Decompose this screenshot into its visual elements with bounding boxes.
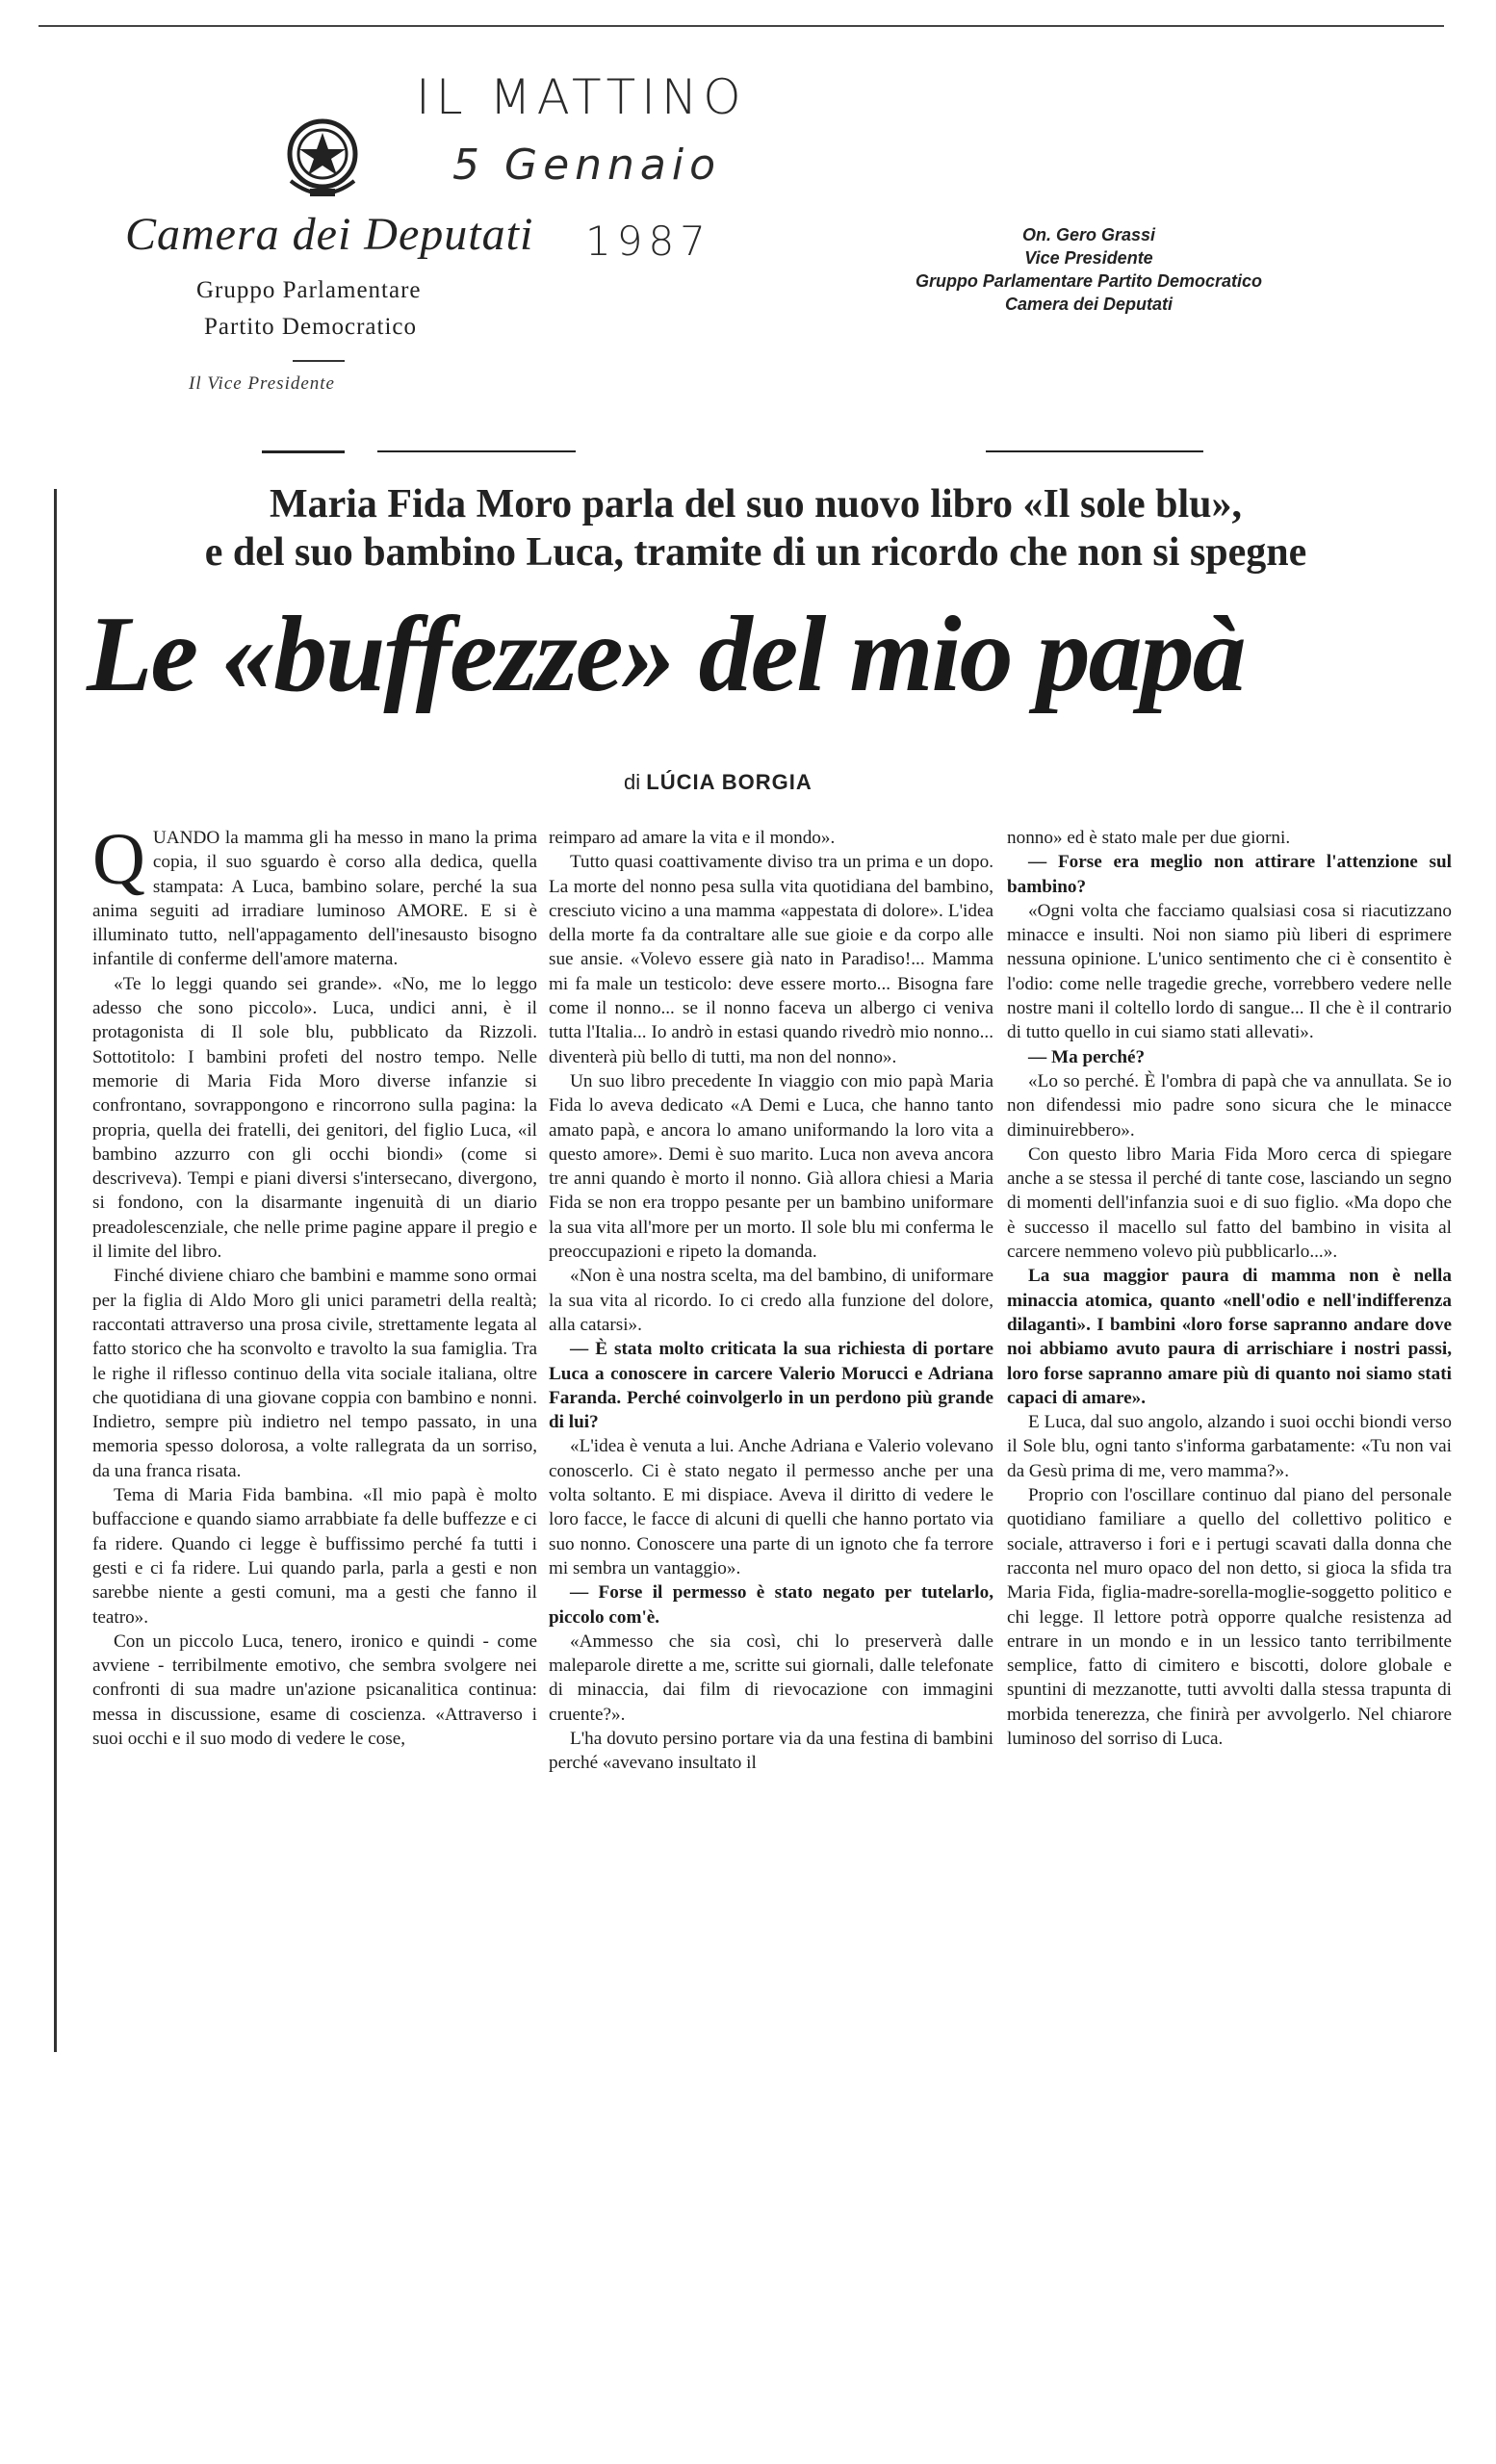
handwritten-date: 5 Gennaio	[452, 141, 722, 190]
interview-question: — È stata molto criticata la sua richiesta di portare Luca a conoscere in carcere Valerio Morucci e Adriana Faranda. Perché coinvolgerlo in un perdono più grande di lui?	[549, 1339, 993, 1433]
interview-question: — Ma perché?	[1028, 1046, 1146, 1067]
interview-question: — Forse il permesso è stato negato per tutelarlo, piccolo com'è.	[549, 1582, 993, 1628]
article-side-bar	[54, 489, 57, 2052]
divider-rule	[986, 450, 1203, 452]
article-subtitle-line-1: Maria Fida Moro parla del suo nuovo libro «Il sole blu»,	[269, 482, 1243, 526]
paragraph: Tema di Maria Fida bambina. «Il mio papà è molto buffaccione e quando siamo arrabbiate fa delle buffezze e ci fa ridere. Quando ci legge è buffissimo perché fa tutti i gesti e ci fa ridere. Lui quando parla, parla a gesti e non sarebbe niente a gesti comuni, ma a gesti che fanno il teatro».	[92, 1485, 537, 1628]
paragraph: Un suo libro precedente In viaggio con mio papà Maria Fida lo aveva dedicato «A Demi e Luca, che hanno tanto amato papà, e ancora lo amano uniformando la loro vita a questo amore». Demi è suo marito. Luca non aveva ancora tre anni quando è morto il nonno. Già allora chiesi a Maria Fida se non era troppo pesante per un bambino uniformare la sua vita all'more per un morto. Il sole blu mi conferma le preoccupazioni e ripeto la domanda.	[549, 1070, 993, 1263]
signature-stamp	[863, 223, 1315, 316]
divider-rule	[377, 450, 576, 452]
paragraph: «Te lo leggi quando sei grande». «No, me lo leggo adesso che sono piccolo». Luca, undici anni, è il protagonista di Il sole blu, pubblicato da Rizzoli. Sottotitolo: I bambini profeti del nostro tempo. Nelle memorie di Maria Fida Moro diverse infanzie si confrontano, sovrappongono e rincorrono sulla pagina: la propria, quella dei fratelli, dei genitori, del figlio Luca, «il bambino azzurro con gli occhi biondi» (come si descriveva). Tempi e piani diversi s'intersecano, divergono, si fondono, con la disarmante ingenuità di un diario preadolescenziale, che nelle prime pagine appare il pregio e il limite del libro.	[92, 973, 537, 1263]
byline-prefix: di	[624, 770, 641, 794]
paragraph: E Luca, dal suo angolo, alzando i suoi occhi biondi verso il Sole blu, ogni tanto s'informa garbatamente: «Tu non vai da Gesù prima di me, vero mamma?».	[1007, 1412, 1452, 1481]
paragraph: L'ha dovuto persino portare via da una festina di bambini perché «avevano insultato il	[549, 1728, 993, 1774]
article-column-1	[92, 819, 537, 1751]
paragraph: QUANDO la mamma gli ha messo in mano la prima copia, il suo sguardo è corso alla dedica, quella stampata: A Luca, bambino solare, perché la sua anima seguiti ad irradiare luminoso AMORE. E si è illuminato tutto, nell'appagamento dell'inesausto bisogno infantile di conferme dell'amore materna.	[92, 819, 537, 970]
paragraph: Finché diviene chiaro che bambini e mamme sono ormai per la figlia di Aldo Moro gli unici parametri della realtà; raccontati attraverso una prosa civile, strettamente legata al fatto storico che ha sconvolto e travolto la sua famiglia. Tra le righe il riflesso continuo della vita sociale italiana, oltre che quotidiana di una giovane coppia con bambino e nonni. Indietro, sempre più indietro nel tempo passato, in una memoria spesso dolorosa, a volte rallegrata da un sorriso, da una franca risata.	[92, 1266, 537, 1481]
paragraph: «Ogni volta che facciamo qualsiasi cosa si riacutizzano minacce e insulti. Noi non siamo più liberi di esprimere nessuna opinione. L'unico sentimento che ci è consentito è l'odio: come nelle tragedie greche, vorrebbero vedere nelle nostre mani il coltello lordo di sangue... Il che è il contrario di tutto quello in cui siamo stati allevati».	[1007, 900, 1452, 1043]
article-title: Le «buffezze» del mio papà	[87, 595, 1245, 714]
stamp-role: Vice Presidente	[1024, 248, 1153, 268]
interview-question: — Forse era meglio non attirare l'attenzione sul bambino?	[1007, 852, 1452, 897]
blank-page-area	[0, 2058, 1496, 2464]
paragraph: reimparo ad amare la vita e il mondo».	[549, 828, 836, 848]
paragraph: La sua maggior paura di mamma non è nella minaccia atomica, quanto «nell'odio e nell'indifferenza dilaganti». I bambini «loro forse sapranno andare dove noi abbiamo avuto paura di arrischiare i nostri passi, loro forse sapranno amare più di quanto noi siamo stati capaci di amare».	[1007, 1266, 1452, 1408]
group-line-1: Gruppo Parlamentare	[196, 277, 422, 303]
letterhead-rule	[293, 360, 345, 362]
paragraph: «Non è una nostra scelta, ma del bambino, di uniformare la sua vita al ricordo. Io ci credo alla funzione del dolore, alla catarsi».	[549, 1266, 993, 1335]
byline-author: LÚCIA BORGIA	[646, 770, 812, 794]
top-border-line	[39, 25, 1444, 27]
handwritten-year: 1987	[585, 218, 711, 265]
paragraph: Con questo libro Maria Fida Moro cerca di spiegare anche a se stessa il perché di tante cose, lasciando un segno di momenti dell'infanzia suoi e di suo figlio. «Ma dopo che è successo il macello sul fatto del bambino in visita al carcere nemmeno volevo più pubblicarlo...».	[1007, 1143, 1452, 1263]
article-column-2	[549, 826, 993, 1776]
paragraph: «Lo so perché. È l'ombra di papà che va annullata. Se io non difendessi mio padre sono sicura che le minacce diminuirebbero».	[1007, 1070, 1452, 1141]
article-column-3	[1007, 826, 1452, 1751]
article-subtitle-line-2: e del suo bambino Luca, tramite di un ricordo che non si spegne	[204, 530, 1307, 575]
paragraph: «Ammesso che sia così, chi lo preserverà dalle maleparole dirette a me, scritte sui giornali, dalle telefonate di minaccia, dai film di rievocazione con immagini cruente?».	[549, 1630, 993, 1725]
paragraph: «L'idea è venuta a lui. Anche Adriana e Valerio volevano conoscerlo. Ci è stato negato il permesso anche per una volta soltanto. E mi dispiace. Aveva il diritto di vedere le loro facce, le facce di alcuni di quelli che hanno portato via suo nonno. Conoscere una parte di un ignoto che fa terrore mi sembra un vantaggio».	[549, 1436, 993, 1578]
group-line-2: Partito Democratico	[204, 314, 418, 340]
stamp-name: On. Gero Grassi	[1021, 225, 1156, 244]
stamp-chamber: Camera dei Deputati	[1004, 295, 1174, 314]
vice-president-label: Il Vice Presidente	[189, 373, 335, 394]
italian-republic-emblem-icon	[281, 114, 364, 206]
handwritten-newspaper-name: IL MATTINO	[416, 69, 747, 125]
institution-name: Camera dei Deputati	[125, 209, 534, 260]
paragraph: Proprio con l'oscillare continuo dal piano del personale quotidiano familiare a quello del collettivo politico e sociale, attraverso i fori e i pertugi scavati dalla donna che racconta nel muro opaco del non detto, si gioca la sfida tra Maria Fida, figlia-madre-sorella-moglie-soggetto politico e chi legge. Il lettore potrà opporre qualche resistenza ad entrare in un mondo e in un lessico tanto terribilmente semplice, fatto di cimitero e biscotti, dolore globale e spuntini di mezzanotte, tutti avvolti dalla stessa trapunta di morbida tenerezza, che finirà per avvolgerlo. Nel chiarore luminoso del sorriso di Luca.	[1007, 1485, 1452, 1749]
paragraph: Tutto quasi coattivamente diviso tra un prima e un dopo. La morte del nonno pesa sulla vita quotidiana del bambino, cresciuto vicino a una mamma «appestata di dolore». L'idea della morte fa da contraltare alle sue gioie e da corpo alle sue ansie. «Volevo essere già nato in Paradiso!... Mamma mi fa male un testicolo: deve essere morto... Bisogna fare come il nonno... se il nonno faceva un albergo ci veniva tutta l'Italia... Io andrò in estasi quando rivedrò mio nonno... diventerà più bello di tutti, ma non del nonno».	[549, 852, 993, 1067]
byline	[624, 770, 812, 795]
stamp-group: Gruppo Parlamentare Partito Democratico	[915, 271, 1263, 291]
divider-rule	[262, 450, 345, 453]
paragraph: Con un piccolo Luca, tenero, ironico e quindi - come avviene - terribilmente emotivo, che sembra svolgere nei confronti di sua madre un'azione psicanalitica continua: messa in discussione, esame di coscienza. «Attraverso i suoi occhi e il suo modo di vedere le cose,	[92, 1630, 537, 1749]
paragraph: nonno» ed è stato male per due giorni.	[1007, 828, 1291, 848]
drop-cap: Q	[92, 819, 145, 900]
